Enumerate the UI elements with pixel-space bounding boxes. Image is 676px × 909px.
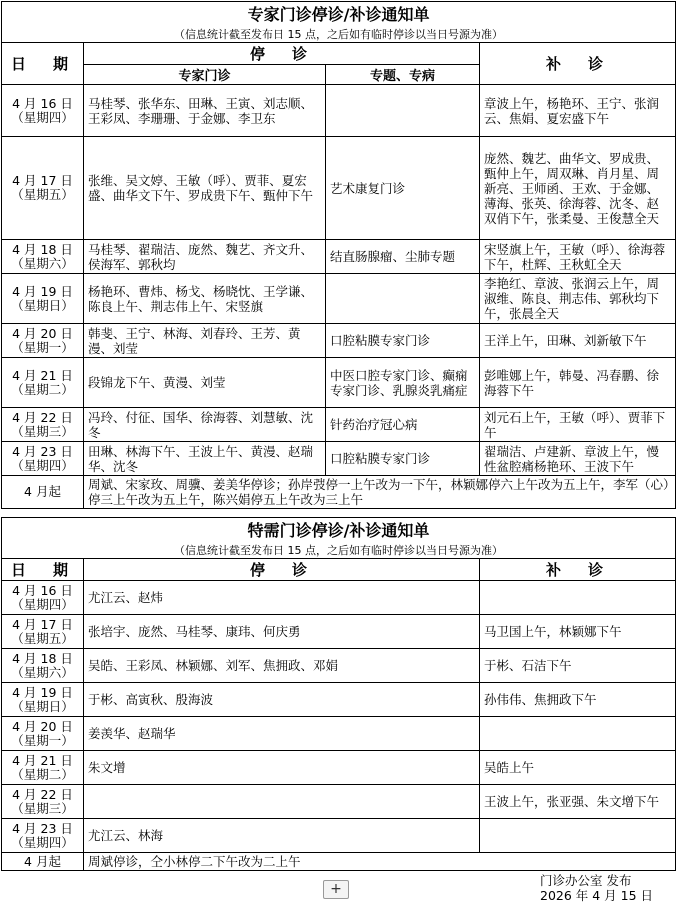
table-row	[2, 649, 676, 683]
row-weekday: （星期四）	[11, 109, 74, 125]
special-cell: 口腔粘膜专家门诊	[326, 442, 480, 476]
row-date: 4 月 19 日	[12, 684, 73, 700]
table-row	[2, 476, 676, 509]
stop-cell	[84, 785, 480, 819]
row-weekday: （星期五）	[11, 630, 74, 646]
makeup-cell: 宋竖旗上午，王敏（呼）、徐海蓉下午，杜辉、王秋虹全天	[480, 240, 676, 274]
publisher-block	[540, 873, 653, 903]
row-weekday: （星期二）	[11, 766, 74, 782]
table-row	[2, 853, 676, 871]
expert-notice-title: 专家门诊停诊/补诊通知单	[2, 2, 676, 26]
table-row	[2, 751, 676, 785]
stop-cell: 朱文增	[84, 751, 480, 785]
row-weekday: （星期二）	[11, 381, 74, 397]
row-date: 4 月 17 日	[12, 173, 73, 188]
table-row	[2, 358, 676, 408]
expert-notice-subtitle: （信息统计截至发布日 15 点，之后如有临时停诊以当日号源为准）	[2, 25, 676, 43]
special-notice-subtitle: （信息统计截至发布日 15 点，之后如有临时停诊以当日号源为准）	[2, 541, 676, 559]
table-row	[2, 683, 676, 717]
row-date: 4 月 17 日	[12, 616, 73, 632]
table-row	[2, 819, 676, 853]
row-date: 4 月 20 日	[12, 325, 73, 341]
row-weekday: （星期一）	[11, 339, 74, 355]
stop-cell: 张培宇、庞然、马桂琴、康玮、何庆勇	[84, 615, 480, 649]
row-weekday: （星期一）	[11, 732, 74, 748]
makeup-cell	[480, 581, 676, 615]
special-cell: 艺术康复门诊	[326, 137, 480, 240]
row-weekday: （星期三）	[11, 800, 74, 816]
row-date: 4 月 22 日	[12, 786, 73, 802]
special-cell: 口腔粘膜专家门诊	[326, 324, 480, 358]
table-row	[2, 785, 676, 819]
stop-cell: 韩斐、王宁、林海、刘春玲、王芳、黄漫、刘莹	[84, 324, 326, 358]
stop-cell: 杨艳环、曹炜、杨戈、杨晓忱、王学谦、陈良上午、荆志伟上午、宋竖旗	[84, 274, 326, 324]
special-col-date: 日 期	[2, 559, 84, 581]
row-date: 4 月 21 日	[12, 752, 73, 768]
row-date: 4 月 22 日	[12, 409, 73, 425]
special-notice-table	[1, 517, 676, 871]
table-row	[2, 717, 676, 751]
special-cell	[326, 274, 480, 324]
stop-cell: 马桂琴、翟瑞洁、庞然、魏艺、齐文升、侯海军、郭秋均	[84, 240, 326, 274]
row-date: 4 月 18 日	[12, 650, 73, 666]
add-table-button[interactable]: +	[323, 880, 349, 899]
makeup-cell: 彭唯娜上午，韩曼、冯春鹏、徐海蓉下午	[480, 358, 676, 408]
makeup-cell: 于彬、石洁下午	[480, 649, 676, 683]
table-row	[2, 615, 676, 649]
row-weekday: （星期三）	[11, 423, 74, 439]
stop-cell: 马桂琴、张华东、田琳、王寅、刘志顺、王彩凤、李珊珊、于金娜、李卫东	[84, 85, 326, 137]
row-date: 4 月 23 日	[12, 443, 73, 459]
row-weekday: （星期四）	[11, 834, 74, 850]
makeup-cell: 王洋上午，田琳、刘新敏下午	[480, 324, 676, 358]
stop-cell: 尤江云、赵炜	[84, 581, 480, 615]
row-weekday: （星期日）	[11, 698, 74, 714]
makeup-cell: 刘元石上午，王敏（呼）、贾菲下午	[480, 408, 676, 442]
special-cell: 结直肠腺瘤、尘肺专题	[326, 240, 480, 274]
table-row	[2, 137, 676, 240]
expert-col-date: 日 期	[2, 43, 84, 85]
stop-cell: 尤江云、林海	[84, 819, 480, 853]
row-date: 4 月 16 日	[12, 582, 73, 598]
table-row	[2, 408, 676, 442]
row-date: 4 月 16 日	[12, 95, 73, 111]
makeup-cell: 庞然、魏艺、曲华文、罗成贵、甄仲上午，周双琳、肖月星、周新亮、王师函、王欢、于金娜、薄海、张英、徐海蓉、沈冬、赵双俏下午，张柔曼、王俊慧全天	[480, 137, 676, 240]
makeup-cell: 章波上午，杨艳环、王宁、张润云、焦娟、夏宏盛下午	[480, 85, 676, 137]
special-cell: 针药治疗冠心病	[326, 408, 480, 442]
stop-cell: 冯玲、付征、国华、徐海蓉、刘慧敏、沈冬	[84, 408, 326, 442]
stop-cell: 姜羡华、赵瑞华	[84, 717, 480, 751]
publisher: 门诊办公室 发布	[540, 873, 632, 888]
expert-subcol-special: 专题、专病	[326, 65, 480, 85]
makeup-cell: 李艳红、章波、张润云上午，周淑维、陈良、荆志伟、郭秋均下午，张晨全天	[480, 274, 676, 324]
table-row	[2, 240, 676, 274]
row-date: 4 月 18 日	[12, 241, 73, 257]
row-date: 4 月 20 日	[12, 718, 73, 734]
row-weekday: （星期日）	[11, 297, 74, 313]
expert-col-makeup: 补 诊	[480, 43, 676, 85]
stop-cell: 田琳、林海下午、王波上午、黄漫、赵瑞华、沈冬	[84, 442, 326, 476]
makeup-cell: 吴皓上午	[480, 751, 676, 785]
makeup-cell: 翟瑞洁、卢建新、章波上午，慢性盆腔痛杨艳环、王波下午	[480, 442, 676, 476]
makeup-cell	[480, 717, 676, 751]
stop-cell: 张维、吴文婷、王敏（呼）、贾菲、夏宏盛、曲华文下午、罗成贵下午、甄仲下午	[84, 137, 326, 240]
special-cell	[326, 85, 480, 137]
makeup-cell: 王波上午，张亚强、朱文增下午	[480, 785, 676, 819]
row-weekday: （星期五）	[11, 187, 74, 202]
special-cell: 中医口腔专家门诊、癫痫专家门诊、乳腺炎乳痛症	[326, 358, 480, 408]
special-col-makeup: 补 诊	[480, 559, 676, 581]
expert-notice-table	[1, 1, 676, 509]
table-row	[2, 274, 676, 324]
special-col-stop: 停 诊	[84, 559, 480, 581]
row-weekday: （星期六）	[11, 664, 74, 680]
note-label: 4 月起	[2, 853, 84, 871]
publish-date: 2026 年 4 月 15 日	[540, 888, 654, 903]
stop-cell: 于彬、高寅秋、殷海波	[84, 683, 480, 717]
stop-cell: 段锦龙下午、黄漫、刘莹	[84, 358, 326, 408]
stop-cell: 吴皓、王彩凤、林颖娜、刘军、焦拥政、邓娟	[84, 649, 480, 683]
note-text: 周斌停诊，仝小林停二下午改为二上午	[84, 853, 676, 871]
makeup-cell: 马卫国上午，林颖娜下午	[480, 615, 676, 649]
row-date: 4 月 23 日	[12, 820, 73, 836]
row-date: 4 月 21 日	[12, 367, 73, 383]
note-label: 4 月起	[2, 476, 84, 509]
special-notice-title: 特需门诊停诊/补诊通知单	[2, 518, 676, 542]
makeup-cell	[480, 819, 676, 853]
row-weekday: （星期四）	[11, 457, 74, 473]
table-row	[2, 442, 676, 476]
expert-col-stop: 停 诊	[84, 43, 480, 65]
expert-subcol-expert: 专家门诊	[84, 65, 326, 85]
note-text: 周斌、宋家玫、周骥、姜美华停诊；孙岸弢停一上午改为一下午，林颖娜停六上午改为五上午，李军（心）停三上午改为五上午，陈兴娟停五上午改为三上午	[84, 476, 676, 509]
makeup-cell: 孙伟伟、焦拥政下午	[480, 683, 676, 717]
table-row	[2, 324, 676, 358]
row-weekday: （星期六）	[11, 255, 74, 271]
row-weekday: （星期四）	[11, 596, 74, 612]
row-date: 4 月 19 日	[12, 283, 73, 299]
table-row	[2, 581, 676, 615]
table-row	[2, 85, 676, 137]
